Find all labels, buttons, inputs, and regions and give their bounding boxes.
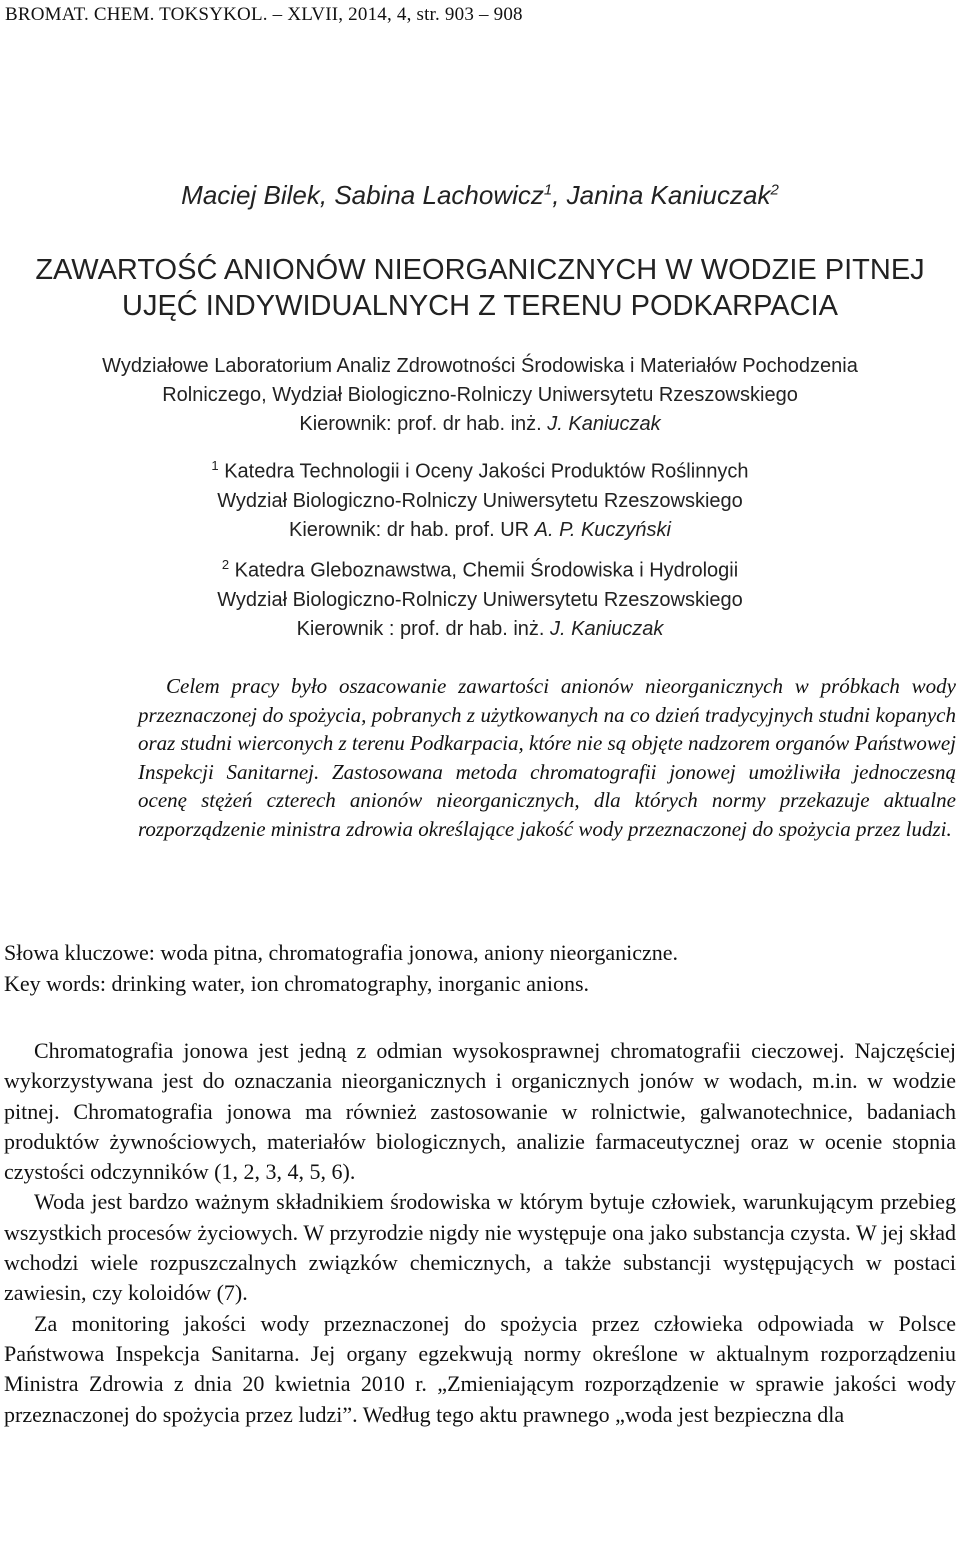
affiliation-1 [0,451,960,545]
abstract [138,672,956,844]
affiliation-main-head-name: J. Kaniuczak [547,413,661,435]
title-line-2: UJĘĆ INDYWIDUALNYCH Z TERENU PODKARPACIA [122,290,838,322]
affiliation-1-head [0,516,960,545]
paragraph-2: Woda jest bardzo ważnym składnikiem środowiska w którym bytuje człowiek, warunkującym przebieg wszystkich procesów życiowych. W przyrodzie nigdy nie występuje ona jako substancja czysta. W jej skład wchodzi wiele rozpuszczalnych związków chemicznych, a także substancji występujących w postaci zawiesin, czy koloidów (7). [4,1189,956,1306]
affiliation-2-head-name: J. Kaniuczak [550,617,664,640]
affiliation-2-name: Katedra Gleboznawstwa, Chemii Środowiska i Hydrologii [229,559,739,582]
affiliation-1-head-label: Kierownik: dr hab. prof. UR [288,518,535,541]
affiliation-main-head-label: Kierownik: prof. dr hab. inż. [299,413,548,435]
paragraph-1: Chromatografia jonowa jest jedną z odmian wysokosprawnej chromatografii cieczowej. Najczęściej wykorzystywana jest do oznaczania nieorganicznych i organicznych jonów w wodach, m.in. w wodzie pitnej. Chromatografia jonowa ma również zastosowanie w rolnictwie, galwanotechnice, badaniach produktów żywnościowych, materiałów biologicznych, analizie farmaceutycznej oraz w ocenie stopnia czystości odczynników (1, 2, 3, 4, 5, 6). [4,1038,956,1185]
running-head: BROMAT. CHEM. TOKSYKOL. – XLVII, 2014, 4, str. 903 – 908 [5,4,523,25]
affiliation-2 [0,550,960,644]
affiliation-main [0,352,960,439]
paper-title [0,252,960,324]
affiliation-1-line-1 [0,451,960,487]
keywords-block [4,937,956,999]
affiliation-1-head-name: A. P. Kuczyński [534,518,671,541]
affiliation-main-line-1: Wydziałowe Laboratorium Analiz Zdrowotności Środowiska i Materiałów Pochodzenia [102,355,858,377]
affiliation-2-line-1 [0,550,960,586]
keywords-polish: Słowa kluczowe: woda pitna, chromatografia jonowa, aniony nieorganiczne. [4,940,679,965]
paragraph-3: Za monitoring jakości wody przeznaczonej do spożycia przez człowieka odpowiada w Polsce Państwowa Inspekcja Sanitarna. Jej organy egzekwują normy określone w aktualnym rozporządzeniu Ministra Zdrowia z dnia 20 kwietnia 2010 r. „Zmieniającym rozporządzenie w sprawie jakości wody przeznaczonej do spożycia przez ludzi”. Według tego aktu prawnego „woda jest bezpieczna dla [4,1310,956,1427]
main-text [4,1036,956,1430]
keywords-english: Key words: drinking water, ion chromatography, inorganic anions. [4,971,590,996]
author-affil-mark-1: 1 [543,181,553,199]
abstract-text: Celem pracy było oszacowanie zawartości anionów nieorganicznych w próbkach wody przeznaczonej do spożycia, pobranych z użytkowanych na co dzień tradycyjnych studni kopanych oraz studni wierconych z terenu Podkarpacia, które nie są objęte nadzorem organów Państwowej Inspekcji Sanitarnej. Zastosowana metoda chromatografii jonowej umożliwiła jednoczesną ocenę stężeń czterech anionów nieorganicznych, dla których normy przekazuje aktualne rozporządzenie ministra zdrowia określające jakość wody przeznaczonej do spożycia przez ludzi. [138,674,956,841]
affiliation-2-line-2: Wydział Biologiczno-Rolniczy Uniwersytetu Rzeszowskiego [217,588,743,611]
affiliation-1-line-2: Wydział Biologiczno-Rolniczy Uniwersytetu Rzeszowskiego [217,489,743,512]
affiliation-1-mark: 1 [211,458,219,473]
affiliation-2-head-label: Kierownik : prof. dr hab. inż. [296,617,551,640]
author-names-2: , Janina Kaniuczak [552,180,771,210]
author-list [0,180,960,211]
affiliation-main-line-2: Rolniczego, Wydział Biologiczno-Rolniczy Uniwersytetu Rzeszowskiego [162,384,798,406]
affiliation-2-mark: 2 [221,557,230,572]
author-names-1: Maciej Bilek, Sabina Lachowicz [181,180,544,210]
affiliation-main-head [0,410,960,439]
affiliation-2-head [0,615,960,644]
affiliation-1-name: Katedra Technologii i Oceny Jakości Produktów Roślinnych [218,460,749,483]
author-affil-mark-2: 2 [770,181,779,199]
title-line-1: ZAWARTOŚĆ ANIONÓW NIEORGANICZNYCH W WODZIE PITNEJ [35,254,925,286]
